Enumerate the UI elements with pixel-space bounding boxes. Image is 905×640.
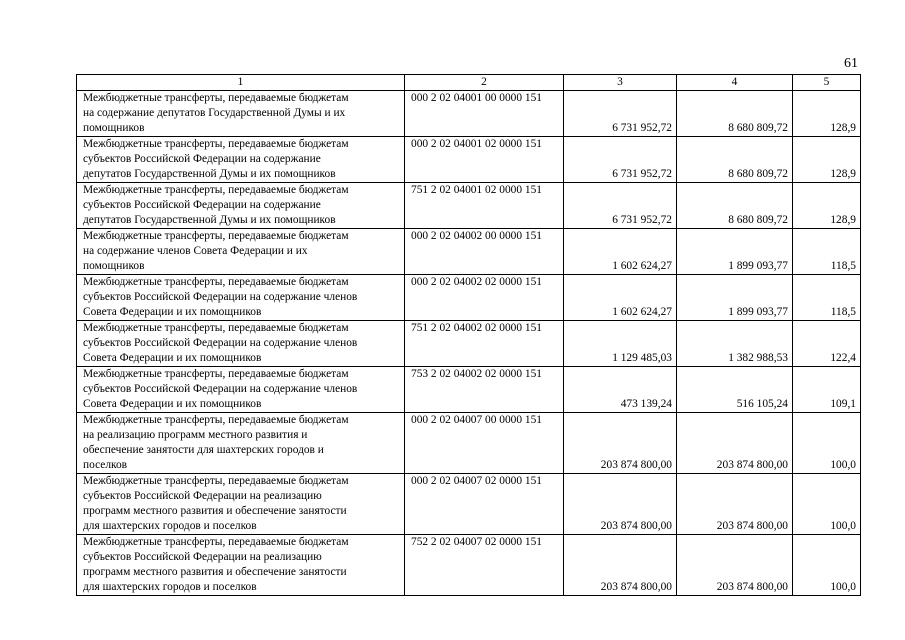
row-name-line: программ местного развития и обеспечение занятости	[83, 505, 347, 517]
row-name-line: субъектов Российской Федерации на содержание членов	[83, 337, 358, 349]
row-name-line: поселков	[83, 459, 128, 471]
row-code-cell: 000 2 02 04007 02 0000 151	[405, 474, 564, 535]
row-name-line: Межбюджетные трансферты, передаваемые бюджетам	[83, 368, 349, 380]
header-cell: 5	[793, 75, 861, 91]
row-name-line: обеспечение занятости для шахтерских городов и	[83, 444, 324, 456]
row-col5-cell: 128,9	[793, 183, 861, 229]
row-code-cell: 751 2 02 04001 02 0000 151	[405, 183, 564, 229]
row-name-cell	[77, 535, 405, 596]
row-name-line: помощников	[83, 260, 145, 272]
row-name-line: на содержание членов Совета Федерации и их	[83, 245, 308, 257]
row-name-line: Межбюджетные трансферты, передаваемые бюджетам	[83, 276, 349, 288]
row-col4-cell: 203 874 800,00	[677, 413, 793, 474]
row-col3-cell: 1 602 624,27	[564, 275, 677, 321]
row-col3-cell: 6 731 952,72	[564, 91, 677, 137]
row-col4-cell: 1 899 093,77	[677, 229, 793, 275]
row-name-line: субъектов Российской Федерации на содержание	[83, 153, 321, 165]
row-name-line: Совета Федерации и их помощников	[83, 398, 262, 410]
row-col4-cell: 1 382 988,53	[677, 321, 793, 367]
row-code-cell: 000 2 02 04002 00 0000 151	[405, 229, 564, 275]
row-col5-cell: 128,9	[793, 137, 861, 183]
row-name-cell	[77, 321, 405, 367]
row-col3-cell: 6 731 952,72	[564, 137, 677, 183]
header-cell: 2	[405, 75, 564, 91]
table-row	[77, 183, 861, 229]
row-code-cell: 000 2 02 04007 00 0000 151	[405, 413, 564, 474]
table-row	[77, 321, 861, 367]
row-col5-cell: 100,0	[793, 535, 861, 596]
row-col4-cell: 8 680 809,72	[677, 183, 793, 229]
row-name-line: на содержание депутатов Государственной Думы и их	[83, 107, 346, 119]
row-col4-cell: 203 874 800,00	[677, 474, 793, 535]
row-name-line: для шахтерских городов и поселков	[83, 520, 257, 532]
row-col5-cell: 109,1	[793, 367, 861, 413]
row-col3-cell: 203 874 800,00	[564, 474, 677, 535]
row-col4-cell: 8 680 809,72	[677, 137, 793, 183]
row-code-cell: 752 2 02 04007 02 0000 151	[405, 535, 564, 596]
row-name-line: программ местного развития и обеспечение занятости	[83, 566, 347, 578]
page-number: 61	[844, 56, 858, 71]
header-cell: 1	[77, 75, 405, 91]
row-name-line: помощников	[83, 122, 145, 134]
row-name-line: субъектов Российской Федерации на реализацию	[83, 490, 322, 502]
row-col5-cell: 122,4	[793, 321, 861, 367]
row-name-line: субъектов Российской Федерации на содержание членов	[83, 291, 358, 303]
row-name-line: Межбюджетные трансферты, передаваемые бюджетам	[83, 536, 349, 548]
row-col3-cell: 1 129 485,03	[564, 321, 677, 367]
row-name-cell	[77, 275, 405, 321]
table-row	[77, 535, 861, 596]
row-name-cell	[77, 413, 405, 474]
row-code-cell: 753 2 02 04002 02 0000 151	[405, 367, 564, 413]
row-name-line: Совета Федерации и их помощников	[83, 352, 262, 364]
row-code-cell: 000 2 02 04001 02 0000 151	[405, 137, 564, 183]
row-name-line: субъектов Российской Федерации на содержание членов	[83, 383, 358, 395]
row-col3-cell: 473 139,24	[564, 367, 677, 413]
row-col5-cell: 128,9	[793, 91, 861, 137]
table-row	[77, 229, 861, 275]
row-col5-cell: 118,5	[793, 275, 861, 321]
table-header-row	[77, 75, 861, 91]
row-code-cell: 000 2 02 04002 02 0000 151	[405, 275, 564, 321]
row-name-line: субъектов Российской Федерации на реализацию	[83, 551, 322, 563]
row-col3-cell: 203 874 800,00	[564, 413, 677, 474]
row-code-cell: 000 2 02 04001 00 0000 151	[405, 91, 564, 137]
budget-table	[76, 74, 861, 596]
row-name-cell	[77, 474, 405, 535]
row-col4-cell: 8 680 809,72	[677, 91, 793, 137]
row-name-cell	[77, 367, 405, 413]
row-name-line: Межбюджетные трансферты, передаваемые бюджетам	[83, 414, 349, 426]
row-col3-cell: 1 602 624,27	[564, 229, 677, 275]
row-name-line: Совета Федерации и их помощников	[83, 306, 262, 318]
row-name-line: для шахтерских городов и поселков	[83, 581, 257, 593]
row-name-line: Межбюджетные трансферты, передаваемые бюджетам	[83, 230, 349, 242]
row-name-line: Межбюджетные трансферты, передаваемые бюджетам	[83, 92, 349, 104]
row-code-cell: 751 2 02 04002 02 0000 151	[405, 321, 564, 367]
row-col3-cell: 203 874 800,00	[564, 535, 677, 596]
table-row	[77, 474, 861, 535]
table-row	[77, 91, 861, 137]
row-name-line: субъектов Российской Федерации на содержание	[83, 199, 321, 211]
row-col5-cell: 100,0	[793, 413, 861, 474]
row-col5-cell: 100,0	[793, 474, 861, 535]
row-name-cell	[77, 229, 405, 275]
row-col5-cell: 118,5	[793, 229, 861, 275]
table-row	[77, 137, 861, 183]
table-row	[77, 367, 861, 413]
row-name-line: Межбюджетные трансферты, передаваемые бюджетам	[83, 184, 349, 196]
table-row	[77, 413, 861, 474]
header-cell: 3	[564, 75, 677, 91]
table-row	[77, 275, 861, 321]
row-name-cell	[77, 137, 405, 183]
row-name-line: Межбюджетные трансферты, передаваемые бюджетам	[83, 322, 349, 334]
table-body	[77, 75, 861, 596]
row-col4-cell: 203 874 800,00	[677, 535, 793, 596]
row-name-line: на реализацию программ местного развития и	[83, 429, 308, 441]
row-name-line: Межбюджетные трансферты, передаваемые бюджетам	[83, 138, 349, 150]
row-col4-cell: 1 899 093,77	[677, 275, 793, 321]
row-name-cell	[77, 183, 405, 229]
row-col4-cell: 516 105,24	[677, 367, 793, 413]
row-name-line: депутатов Государственной Думы и их помощников	[83, 168, 336, 180]
header-cell: 4	[677, 75, 793, 91]
row-name-cell	[77, 91, 405, 137]
row-name-line: депутатов Государственной Думы и их помощников	[83, 214, 336, 226]
row-col3-cell: 6 731 952,72	[564, 183, 677, 229]
row-name-line: Межбюджетные трансферты, передаваемые бюджетам	[83, 475, 349, 487]
